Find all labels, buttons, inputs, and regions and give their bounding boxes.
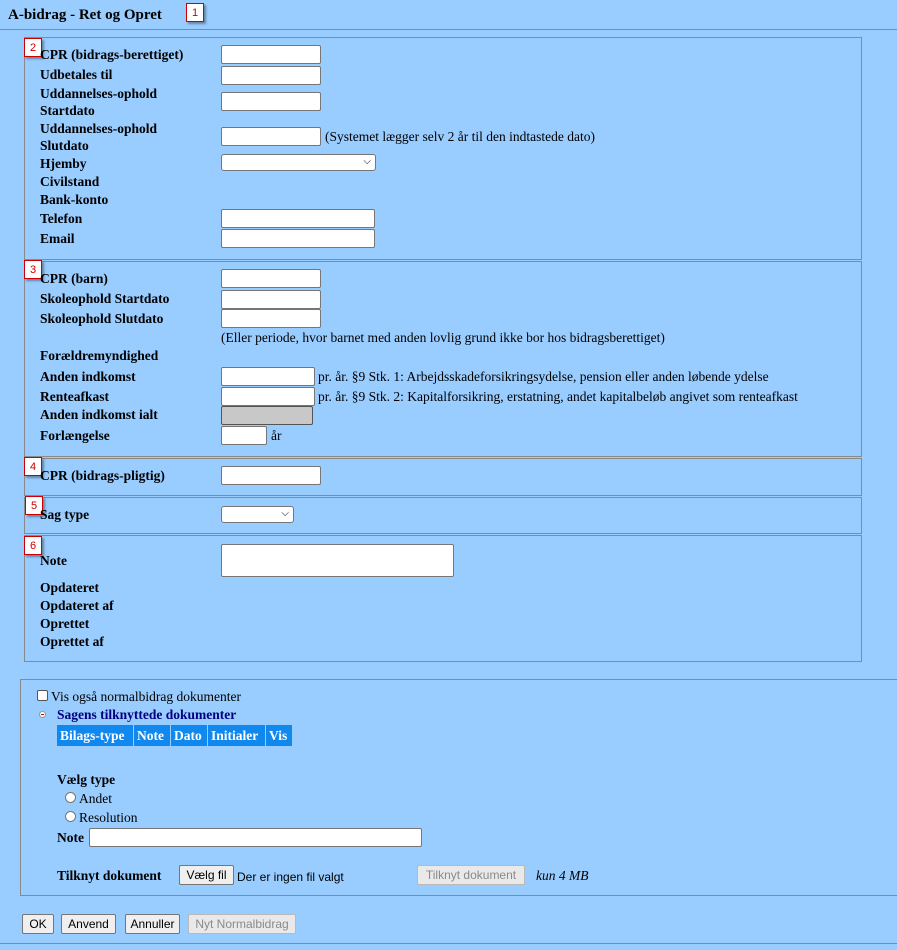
skole-slut-label: Skoleophold Slutdato <box>40 311 164 326</box>
anden-indkomst-hint: pr. år. §9 Stk. 1: Arbejdsskadeforsikringsydelse, pension eller anden løbende ydelse <box>318 369 769 384</box>
bankkonto-label: Bank-konto <box>40 192 109 207</box>
skole-slut-input[interactable] <box>221 309 321 328</box>
foraeldre-label: Forældremyndighed <box>40 348 159 363</box>
col-bilagstype: Bilags-type <box>57 725 133 746</box>
renteafkast-input[interactable] <box>221 387 315 406</box>
slutdato-input[interactable] <box>221 127 321 146</box>
doc-note-input[interactable] <box>89 828 422 847</box>
file-status: Der er ingen fil valgt <box>237 870 344 884</box>
badge-3: 3 <box>24 260 42 279</box>
forlaengelse-input[interactable] <box>221 426 267 445</box>
forlaengelse-label: Forlængelse <box>40 428 110 443</box>
email-label: Email <box>40 231 75 246</box>
telefon-label: Telefon <box>40 211 83 226</box>
anvend-button[interactable]: Anvend <box>61 914 116 934</box>
col-note: Note <box>134 725 170 746</box>
radio-resolution-label: Resolution <box>79 810 138 825</box>
col-dato: Dato <box>171 725 207 746</box>
anden-indkomst-label: Anden indkomst <box>40 369 136 384</box>
col-vis: Vis <box>266 725 292 746</box>
udbetales-label: Udbetales til <box>40 67 113 82</box>
renteafkast-label: Renteafkast <box>40 389 109 404</box>
cpr-pligtig-input[interactable] <box>221 466 321 485</box>
note-label: Note <box>40 553 67 568</box>
tilknyt-button[interactable]: Tilknyt dokument <box>417 865 525 885</box>
badge-2: 2 <box>24 38 42 57</box>
title-divider <box>0 29 897 30</box>
telefon-input[interactable] <box>221 209 375 228</box>
oprettet-label: Oprettet <box>40 616 90 631</box>
annuller-button[interactable]: Annuller <box>125 914 180 934</box>
cpr-barn-label: CPR (barn) <box>40 271 108 286</box>
sagens-link[interactable]: Sagens tilknyttede dokumenter <box>57 707 237 722</box>
vis-normal-label: Vis også normalbidrag dokumenter <box>51 689 242 704</box>
sagtype-label: Sag type <box>40 507 90 522</box>
footer-divider <box>0 943 897 944</box>
skole-start-input[interactable] <box>221 290 321 309</box>
anden-indkomst-input[interactable] <box>221 367 315 386</box>
doc-note-label: Note <box>57 830 84 845</box>
badge-1: 1 <box>186 3 204 22</box>
page-title: A-bidrag - Ret og Opret <box>8 7 162 23</box>
cpr-barn-input[interactable] <box>221 269 321 288</box>
startdato-input[interactable] <box>221 92 321 111</box>
tilknyt-label: Tilknyt dokument <box>57 868 162 883</box>
minus-icon[interactable] <box>39 711 46 718</box>
ok-button[interactable]: OK <box>22 914 54 934</box>
sagtype-select[interactable] <box>221 506 294 523</box>
oprettet-af-label: Oprettet af <box>40 634 104 649</box>
section-bidragsberettiget <box>24 37 862 260</box>
anden-ialt-label: Anden indkomst ialt <box>40 407 158 422</box>
note-textarea[interactable] <box>221 544 454 577</box>
hjemby-label: Hjemby <box>40 156 87 171</box>
nyt-normalbidrag-button[interactable]: Nyt Normalbidrag <box>188 914 296 934</box>
udbetales-input[interactable] <box>221 66 321 85</box>
slutdato-label-line2: Slutdato <box>40 138 89 153</box>
vis-normal-checkbox[interactable] <box>37 690 48 701</box>
radio-resolution[interactable] <box>65 811 76 822</box>
choose-file-button[interactable]: Vælg fil <box>179 865 234 885</box>
startdato-label-line2: Startdato <box>40 103 95 118</box>
startdato-label-line1: Uddannelses-ophold <box>40 86 158 101</box>
renteafkast-hint: pr. år. §9 Stk. 2: Kapitalforsikring, erstatning, andet kapitalbeløb angivet som renteafkast <box>318 389 798 404</box>
cpr-pligtig-label: CPR (bidrags-pligtig) <box>40 468 165 483</box>
opdateret-af-label: Opdateret af <box>40 598 114 613</box>
radio-andet-label: Andet <box>79 791 112 806</box>
civilstand-label: Civilstand <box>40 174 100 189</box>
anden-ialt-field <box>221 406 313 425</box>
section-sagtype <box>24 497 862 534</box>
badge-4: 4 <box>24 457 42 476</box>
badge-6: 6 <box>24 536 42 555</box>
vaelg-type-label: Vælg type <box>57 772 116 787</box>
badge-5: 5 <box>25 496 43 515</box>
email-input[interactable] <box>221 229 375 248</box>
opdateret-label: Opdateret <box>40 580 99 595</box>
chevron-down-icon: ⌵ <box>281 508 289 519</box>
forlaengelse-unit: år <box>271 428 282 443</box>
slutdato-label-line1: Uddannelses-ophold <box>40 121 158 136</box>
size-hint: kun 4 MB <box>536 868 589 883</box>
cpr-berettiget-input[interactable] <box>221 45 321 64</box>
skole-start-label: Skoleophold Startdato <box>40 291 170 306</box>
radio-andet[interactable] <box>65 792 76 803</box>
skole-hint: (Eller periode, hvor barnet med anden lovlig grund ikke bor hos bidragsberettiget) <box>221 330 665 345</box>
slutdato-hint: (Systemet lægger selv 2 år til den indtastede dato) <box>325 129 595 144</box>
chevron-down-icon: ⌵ <box>363 156 371 167</box>
cpr-berettiget-label: CPR (bidrags-berettiget) <box>40 47 184 62</box>
hjemby-select[interactable] <box>221 154 376 171</box>
col-initialer: Initialer <box>208 725 265 746</box>
